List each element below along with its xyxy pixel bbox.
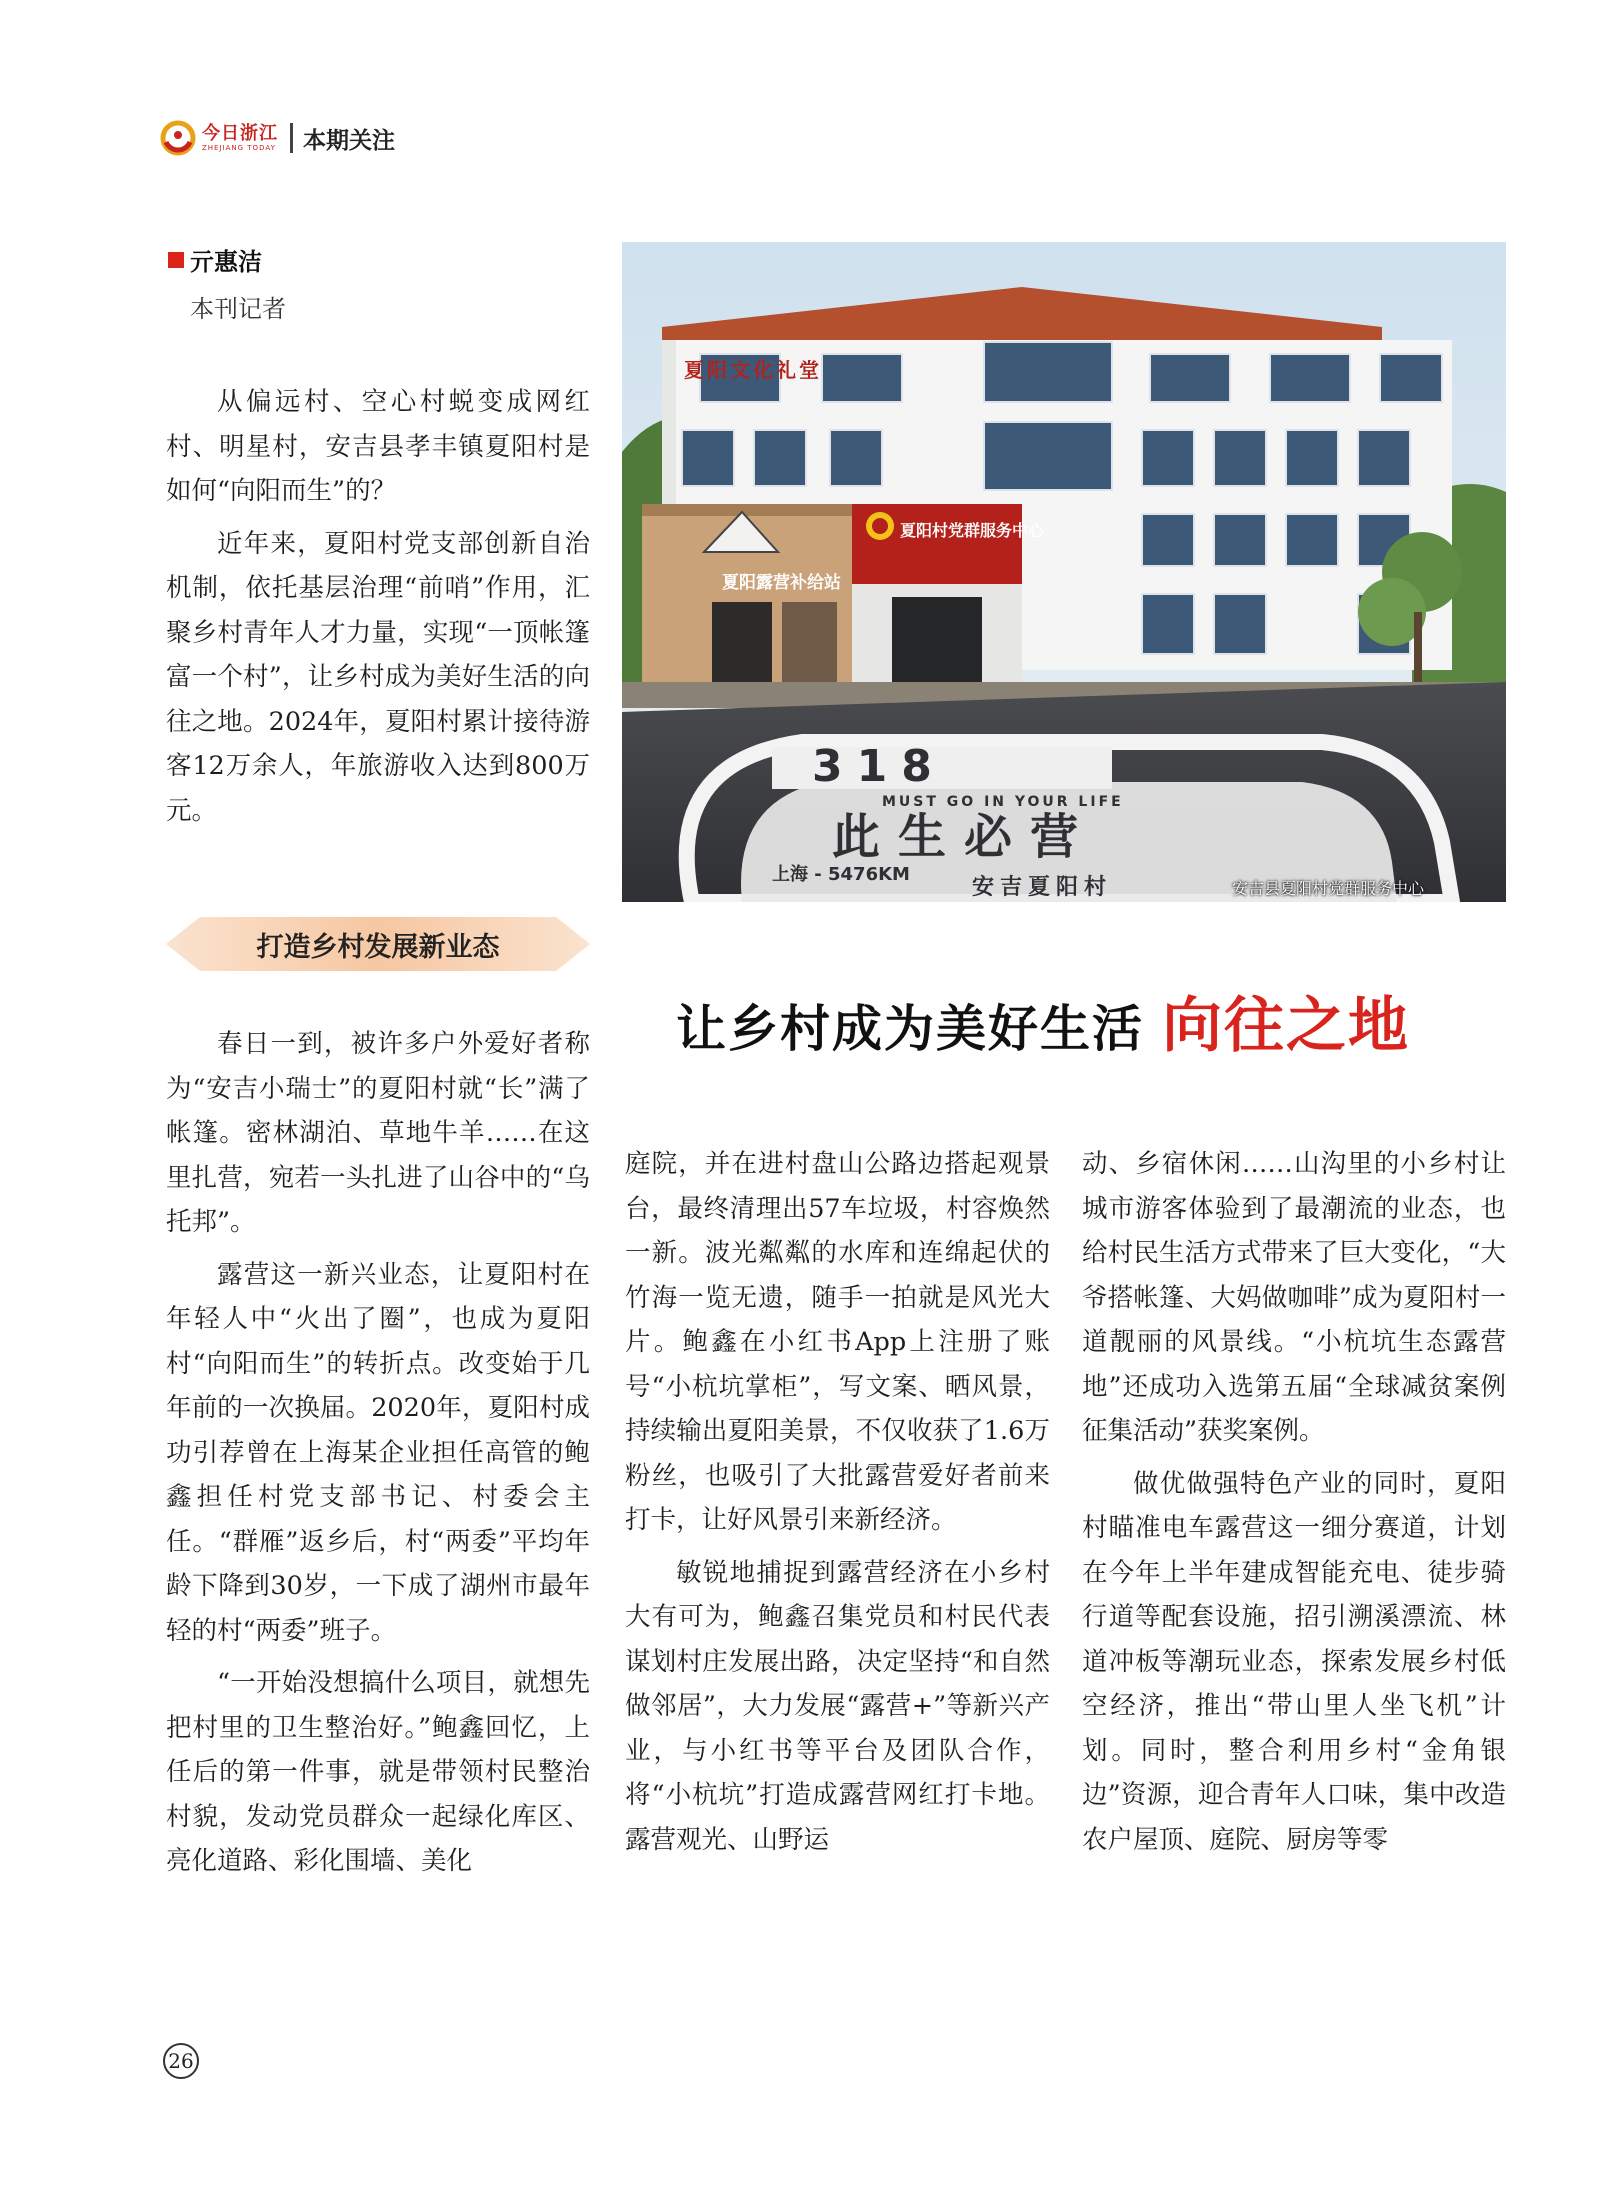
ground-big-text: 此生必营: [832, 809, 1097, 865]
body-paragraph: 庭院，并在进村盘山公路边搭起观景台，最终清理出57车垃圾，村容焕然一新。波光粼粼的水库和连绵起伏的竹海一览无遗，随手一拍就是风光大片。鲍鑫在小红书App上注册了账号“小杭坑掌柜”，写文案、晒风景，持续输出夏阳美景，不仅收获了1.6万粉丝，也吸引了大批露营爱好者前来打卡，让好风景引来新经济。: [625, 1149, 1050, 1535]
author-name-text: 亓惠洁: [190, 248, 262, 276]
middle-column-text: [625, 1142, 1050, 1870]
subheading-banner: [166, 915, 590, 973]
ground-slogan: MUST GO IN YOUR LIFE: [882, 794, 1124, 810]
body-paragraph: “一开始没想搞什么项目，就想先把村里的卫生整治好。”鲍鑫回忆，上任后的第一件事，就是带领村民整治村貌，发动党员群众一起绿化库区、亮化道路、彩化围墙、美化: [166, 1668, 590, 1876]
logo-wordmark: [202, 122, 278, 152]
author-role: 本刊记者: [190, 295, 286, 323]
red-square-icon: [168, 252, 184, 268]
body-paragraph: 动、乡宿休闲……山沟里的小乡村让城市游客体验到了最潮流的业态，也给村民生活方式带来了巨大变化，“大爷搭帐篷、大妈做咖啡”成为夏阳村一道靓丽的风景线。“小杭坑生态露营地”还成功入选第五届“全球减贫案例征集活动”获奖案例。: [1082, 1149, 1506, 1446]
intro-text: [166, 380, 590, 841]
header-divider: [290, 123, 293, 153]
service-center-sign: 夏阳村党群服务中心: [900, 521, 1045, 540]
article-headline: [676, 978, 1410, 1064]
byline: [168, 242, 286, 324]
body-paragraph: 做优做强特色产业的同时，夏阳村瞄准电车露营这一细分赛道，计划在今年上半年建成智能充电、徒步骑行道等配套设施，招引溯溪漂流、林道冲板等潮玩业态，探索发展乡村低空经济，推出“带山里人坐飞机”计划。同时，整合利用乡村“金角银边”资源，迎合青年人口味，集中改造农户屋顶、庭院、厨房等零: [1082, 1468, 1506, 1855]
headline-part-black: 让乡村成为美好生活: [676, 1000, 1144, 1058]
logo-chinese: 今日浙江: [202, 122, 278, 144]
right-column-text: [1082, 1142, 1506, 1870]
magazine-header: [160, 118, 395, 158]
ground-distance: 上海 - 5476KM: [772, 864, 910, 885]
intro-paragraph: 从偏远村、空心村蜕变成网红村、明星村，安吉县孝丰镇夏阳村是如何“向阳而生”的？: [166, 387, 590, 506]
subheading-text: 打造乡村发展新业态: [256, 931, 500, 963]
section-title: 本期关注: [303, 127, 395, 154]
culture-hall-sign: 夏阳文化礼堂: [684, 358, 822, 382]
camping-shop-sign: 夏阳露营补给站: [722, 573, 841, 593]
intro-paragraph: 近年来，夏阳村党支部创新自治机制，依托基层治理“前哨”作用，汇聚乡村青年人才力量，实现“一顶帐篷富一个村”，让乡村成为美好生活的向往之地。2024年，夏阳村累计接待游客12万余人，年旅游收入达到800万元。: [166, 528, 590, 826]
magazine-logo-icon: [160, 120, 196, 156]
page-number: 26: [163, 2043, 199, 2079]
logo-english: ZHEJIANG TODAY: [202, 143, 276, 152]
ground-number: 318: [812, 741, 946, 792]
body-paragraph: 敏锐地捕捉到露营经济在小乡村大有可为，鲍鑫召集党员和村民代表谋划村庄发展出路，决定坚持“和自然做邻居”，大力发展“露营+”等新兴产业，与小红书等平台及团队合作，将“小杭坑”打造成露营网红打卡地。露营观光、山野运: [625, 1557, 1050, 1855]
body-paragraph: 春日一到，被许多户外爱好者称为“安吉小瑞士”的夏阳村就“长”满了帐篷。密林湖泊、草地牛羊……在这里扎营，宛若一头扎进了山谷中的“乌托邦”。: [166, 1029, 590, 1237]
headline-part-red: 向往之地: [1162, 991, 1410, 1061]
author-name: [168, 242, 286, 277]
left-column-text: [166, 1022, 590, 1892]
photo-caption: 安吉县夏阳村党群服务中心: [1232, 879, 1425, 898]
ground-village: 安吉夏阳村: [972, 875, 1113, 900]
article-photo: [622, 242, 1506, 902]
body-paragraph: 露营这一新兴业态，让夏阳村在年轻人中“火出了圈”，也成为夏阳村“向阳而生”的转折点。改变始于几年前的一次换届。2020年，夏阳村成功引荐曾在上海某企业担任高管的鲍鑫担任村党支部书记、村委会主任。“群雁”返乡后，村“两委”平均年龄下降到30岁，一下成了湖州市最年轻的村“两委”班子。: [166, 1259, 590, 1646]
